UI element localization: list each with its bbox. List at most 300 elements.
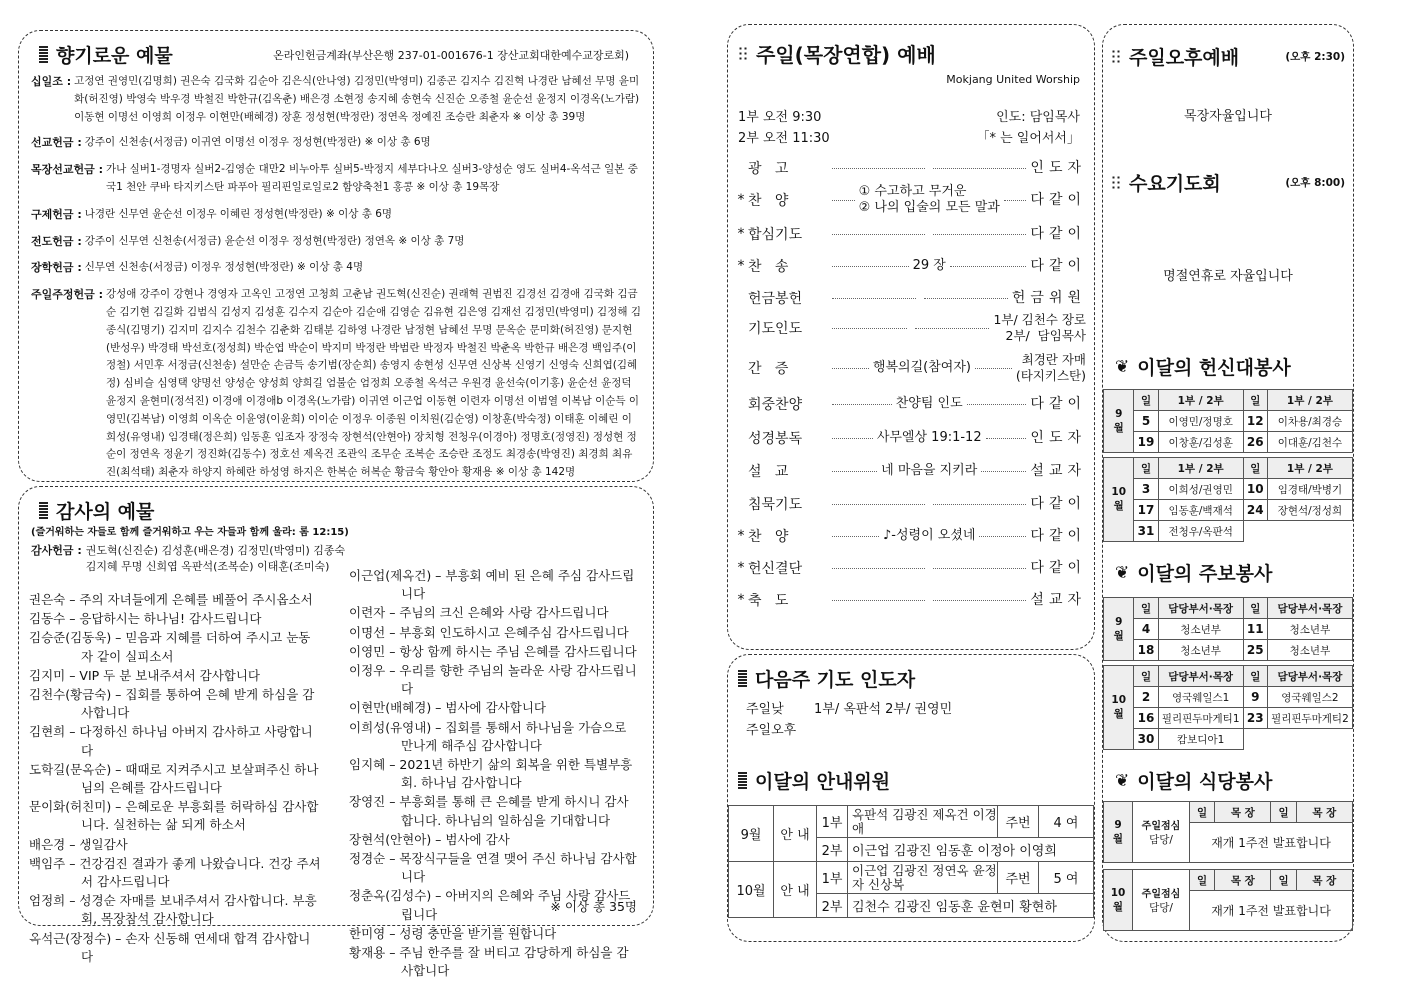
offering-item-text: 신무연 신천송(서정금) 이정우 정성현(박정란) ※ 이상 총 4명 xyxy=(84,261,364,274)
kitchen-header-cell: 목 장 xyxy=(1296,870,1352,891)
thanks-entry: 이명선 – 부흥회 인도하시고 은혜주심 감사드립니다 xyxy=(349,624,629,640)
order-middle xyxy=(828,298,1012,299)
order-dots xyxy=(1004,200,1027,201)
order-dots xyxy=(924,298,1008,299)
schedule-cell: 16 xyxy=(1134,708,1158,729)
schedule-cell: 캄보디아1 xyxy=(1158,729,1243,750)
schedule-header-row xyxy=(1104,598,1353,619)
thanks-entry: 정경순 – 목장식구들을 연결 맺어 주신 하나님 감사합니다 xyxy=(349,851,637,885)
order-name: 합심기도 xyxy=(748,227,803,243)
offering-item-text: 강주이 신천송(서정금) 이귀연 이명선 이정우 정성현(박정란) ※ 이상 총 6명 xyxy=(84,136,431,149)
order-name: 찬 양 xyxy=(748,193,789,209)
offering-item-text: 고정연 권영민(김명희) 권은숙 김국화 김순아 김은식(안나영) 김정민(박영미) 김종곤 김지수 김진혁 나경란 남혜선 무명 윤미화(허진영) 박영숙 박우경 박철진 박한규(김옥춘) 배은경 소현정 송지혜 송현숙 신진순 오종철 윤순선 윤정지 이경옥(노가람) 이동현 이명선 이영희 이정우 이현만(배혜경) 장훈 정성현(박정란) 정연옥 정예진 조승란 최춘자 ※ 이상 총 39명 xyxy=(74,75,640,123)
order-right: 다같이 xyxy=(1030,192,1086,208)
order-dots xyxy=(832,568,925,569)
order-name: 찬 송 xyxy=(748,259,789,275)
worship-title: 주일(목장연합) 예배 xyxy=(756,43,936,67)
schedule-cell: 이창훈/김성훈 xyxy=(1158,432,1243,453)
afternoon-time: (오후 2:30) xyxy=(1285,51,1345,63)
order-star: * xyxy=(737,560,745,576)
order-right: 다같이 xyxy=(1030,560,1086,576)
order-star: * xyxy=(737,226,745,242)
schedule-cell: 17 xyxy=(1134,500,1158,521)
order-dots xyxy=(832,471,877,472)
schedule-header-cell: 1부 / 2부 xyxy=(1267,458,1352,479)
kitchen-header-row xyxy=(1104,870,1353,891)
worship-leader: 인도: 담임목사 xyxy=(996,110,1080,125)
order-star: * xyxy=(737,528,745,544)
order-name: 간 증 xyxy=(748,361,789,377)
kitchen-category-sub: 담당/ xyxy=(1149,902,1173,914)
order-dots xyxy=(832,200,855,201)
order-row xyxy=(734,352,1086,383)
prayer-leaders-title: 다음주 기도 인도자 xyxy=(755,669,916,691)
schedule-month xyxy=(1104,390,1134,453)
schedule-header-row xyxy=(1104,458,1353,479)
thanks-entry: 김지미 – VIP 두 분 보내주셔서 감사합니다 xyxy=(29,667,260,683)
thanks-entry: 도학길(문옥순) – 때때로 지켜주시고 보살펴주신 하나님의 은혜를 감사드립니다 xyxy=(29,761,319,796)
order-content: ♪-성령이 오셨네 xyxy=(882,528,976,543)
offering-item-text: 가나 실버1-경명자 실버2-김영순 대만2 비누아투 실버5-박정지 세부다나오 실버3-양성순 영도 실버4-옥석근 일본 중국1 천안 쿠바 타지키스탄 파푸아 필리핀일로일로2 함양축천1 홍콩 ※ 이상 총 19목장 xyxy=(105,163,638,193)
section-dots-icon xyxy=(1111,175,1121,191)
schedule-month xyxy=(1104,598,1134,661)
schedule-month-number: 10 xyxy=(1111,694,1127,706)
schedule-row xyxy=(1104,619,1353,640)
schedule-month xyxy=(1104,458,1134,542)
schedule-cell: 장현석/정성희 xyxy=(1267,500,1352,521)
schedule-cell: 24 xyxy=(1243,500,1267,521)
schedule-header-cell: 일 xyxy=(1243,666,1267,687)
order-dots xyxy=(832,600,925,601)
kitchen-header-cell: 일 xyxy=(1271,802,1296,823)
order-right: 설교자 xyxy=(1030,592,1086,608)
bulletin-title: 이달의 주보봉사 xyxy=(1137,563,1273,585)
schedule-cell xyxy=(1243,521,1267,542)
order-name: 찬 양 xyxy=(748,529,789,545)
offering-item xyxy=(31,161,641,197)
schedule-header-cell: 1부 / 2부 xyxy=(1158,390,1243,411)
schedule-cell: 영국웨일스1 xyxy=(1158,687,1243,708)
order-dots xyxy=(832,168,925,169)
kitchen-header-cell: 일 xyxy=(1190,870,1215,891)
schedule-month-unit: 월 xyxy=(1113,708,1124,720)
thanks-verse: (즐거워하는 자들로 함께 즐거워하고 우는 자들과 함께 울라: 롬 12:15) xyxy=(31,527,349,538)
schedule-cell: 5 xyxy=(1134,411,1158,432)
schedule-cell xyxy=(1243,729,1267,750)
order-middle xyxy=(828,184,1030,216)
order-right: 1부/ 김천수 장로 2부/ 담임목사 xyxy=(993,312,1086,343)
guide-part: 2부 xyxy=(817,838,848,862)
offering-item-label: 장학헌금 : xyxy=(31,261,82,275)
schedule-cell: 11 xyxy=(1243,619,1267,640)
schedule-header-cell: 담당부서·목장 xyxy=(1267,598,1352,619)
section-dots-icon xyxy=(1111,49,1121,65)
guide-names: 이근업 김광진 임동훈 이정아 이영희 xyxy=(848,838,1094,862)
guide-role: 안 내 xyxy=(774,806,817,862)
schedule-cell: 영국웨일스2 xyxy=(1267,687,1352,708)
order-name: 헌신결단 xyxy=(748,561,803,577)
order-right: 다같이 xyxy=(1030,226,1086,242)
order-row xyxy=(734,523,1086,549)
kitchen-month-unit: 월 xyxy=(1112,832,1124,845)
offering-panel xyxy=(18,30,654,482)
sunday-value: 1부/ 옥판석 2부/ 권영민 xyxy=(814,702,953,717)
schedule-cell: 3 xyxy=(1134,479,1158,500)
schedule-header-cell: 일 xyxy=(1243,598,1267,619)
thanks-panel xyxy=(18,486,654,979)
guide-role: 안 내 xyxy=(774,862,817,918)
order-right: 인도자 xyxy=(1030,160,1086,176)
schedule-cell: 이차용/최경승 xyxy=(1267,411,1352,432)
kitchen-header-cell: 일 xyxy=(1271,870,1296,891)
thanks-title: 감사의 예물 xyxy=(56,501,155,523)
order-row xyxy=(734,155,1086,181)
schedule-cell: 필리핀두마게티2 xyxy=(1267,708,1352,729)
order-star: * xyxy=(737,592,745,608)
schedule-cell: 전청우/옥판석 xyxy=(1158,521,1243,542)
offering-item-text: 나경란 신무연 윤순선 이정우 이혜린 정성현(박정란) ※ 이상 총 6명 xyxy=(84,207,393,220)
order-dots xyxy=(832,234,925,235)
order-row xyxy=(734,184,1086,215)
kitchen-month xyxy=(1104,870,1133,931)
order-dots xyxy=(832,536,879,537)
schedule-header-cell: 1부 / 2부 xyxy=(1267,390,1352,411)
offering-item-text: 강성애 강주이 강현나 경영자 고옥인 고정연 고청희 고춘남 권도혁(신진순) 권래혁 권범진 김경선 김경애 김국화 김금순 김기현 김길화 김범식 김성지 김성훈 김수지 김순아 김순애 김영순 김유현 김은영 김재선 김정민(박영미) 김정해 김종식(김명기) 김지미 김지수 김천수 김춘화 김태분 김하영 나경란 남정현 남혜선 무명 문옥순 문미화(허진영) 문지현(반성우) 박경태 박선호(정성희) 박순엽 박순이 박지미 박정란 박범란 박정자 박철진 박춘옥 박한규 배은경 백임주(이정철) 서민후 서정금(신천송) 설만순 손금득 송기범(장순희) 송영지 송현성 신무연 신상복 신영기 신영숙 신희엽(김혜정) 심비슬 심영택 양명선 양성순 양성희 양희길 엄불순 엄정희 오종철 옥석근 우원경 윤선숙(이기홍) 윤순선 윤정덕 윤정지 윤현미(정석진) 이경애 이경애b 이경옥(노가람) 이귀연 이근업 이동현 이련자 이명선 이범열 이복남 이순득 이영민(김복남) 이영희 이옥순 이윤영(이윤희) 이이순 이정우 이종원 이치원(김순영) 이창훈(박숙정) 이태훈 이혜린 이희성(유영내) 임경태(정은희) 임동훈 임조자 장정숙 장현석(안현아) 장치형 전청우(이경아) 정명호(정영진) 정성현 정순이 정연옥 정윤기 정진화(김동수) 정호선 제옥건 조관익 조무순 조복순 조승란 조정도 최경송(박영진) 최경희 최유진(최석태) 최춘자 하양지 하혜란 하성영 하지은 한복순 허복순 황금숙 황안아 황재용 ※ 이상 총 142명 xyxy=(105,288,641,479)
schedule-header-cell: 일 xyxy=(1134,666,1158,687)
order-content: 행복의길(참여자) xyxy=(872,360,971,375)
wednesday-time: (오후 8:00) xyxy=(1285,177,1345,189)
order-middle xyxy=(828,234,1030,235)
offering-item-label: 십일조 : xyxy=(31,75,72,88)
schedule-month-unit: 월 xyxy=(1113,421,1124,434)
order-content: 찬양팀 인도 xyxy=(895,396,963,411)
thanks-entry: 엄정희 – 성경순 자매를 보내주셔서 감사합니다. 부흥회, 목장참석 감사합니다 xyxy=(29,893,317,927)
worship-panel xyxy=(727,24,1095,650)
kitchen-header-cell: 목 장 xyxy=(1215,870,1271,891)
schedule-row xyxy=(1104,479,1353,500)
thanks-entry: 김승준(김동욱) – 믿음과 지혜를 더하여 주시고 눈동자 같이 실피소서 xyxy=(29,630,311,664)
order-dots xyxy=(967,404,1027,405)
order-content: ① 수고하고 무거운 ② 나의 입술의 모든 말과 xyxy=(858,184,1000,215)
heart-icon: ❦ xyxy=(1115,356,1130,377)
thanks-entry: 김천수(황금숙) – 집회를 통하여 은혜 받게 하심을 감사합니다 xyxy=(29,687,315,721)
kitchen-note: 재개 1주전 발표합니다 xyxy=(1190,823,1353,863)
schedule-cell: 12 xyxy=(1243,411,1267,432)
order-middle xyxy=(828,528,1030,544)
order-row xyxy=(734,491,1086,517)
thanks-entry: 이현만(배혜경) – 범사에 감사합니다 xyxy=(349,700,546,716)
schedule-header-row xyxy=(1104,666,1353,687)
bulletin-tables xyxy=(1103,597,1353,750)
order-right: 인도자 xyxy=(1030,430,1086,446)
schedule-cell: 이대훈/김천수 xyxy=(1267,432,1352,453)
offering-item xyxy=(31,206,641,224)
order-name: 광 고 xyxy=(748,161,789,177)
schedule-header-cell: 일 xyxy=(1243,458,1267,479)
section-bullet-icon xyxy=(738,772,747,789)
schedule-cell: 19 xyxy=(1134,432,1158,453)
wednesday-body: 명절연휴로 자율입니다 xyxy=(1163,269,1293,284)
order-right: 설교자 xyxy=(1030,463,1086,479)
order-middle xyxy=(828,168,1030,169)
order-dots xyxy=(832,404,892,405)
guide-lead-value: 5 여 xyxy=(1039,862,1094,894)
schedule-row xyxy=(1104,432,1353,453)
schedule-cell: 23 xyxy=(1243,708,1267,729)
schedule-cell: 이영민/정명호 xyxy=(1158,411,1243,432)
schedule-cell: 25 xyxy=(1243,640,1267,661)
worship-subtitle: Mokjang United Worship xyxy=(946,73,1080,86)
order-star: * xyxy=(737,258,745,274)
schedule-header-cell: 일 xyxy=(1134,598,1158,619)
kitchen-header-cell: 목 장 xyxy=(1215,802,1271,823)
offering-item xyxy=(31,134,641,152)
order-row xyxy=(734,458,1086,484)
schedule-row xyxy=(1104,708,1353,729)
offering-item-label: 목장선교헌금 : xyxy=(31,163,103,177)
order-name: 침묵기도 xyxy=(748,497,803,513)
schedule-cell xyxy=(1267,729,1352,750)
order-name: 성경봉독 xyxy=(748,431,803,447)
order-dots xyxy=(915,328,990,329)
order-dots xyxy=(832,328,907,329)
thanks-entry: 배은경 – 생일감사 xyxy=(29,836,128,852)
thanks-offering xyxy=(31,543,351,575)
schedule-row xyxy=(1104,500,1353,521)
section-bullet-icon xyxy=(39,502,48,519)
order-right: 헌금위원 xyxy=(1011,290,1086,306)
guide-row xyxy=(729,806,1094,838)
thanks-total: ※ 이상 총 35명 xyxy=(550,899,637,914)
guide-month: 9월 xyxy=(729,806,774,862)
order-middle xyxy=(828,600,1030,601)
order-right: 다같이 xyxy=(1030,396,1086,412)
order-dots xyxy=(832,368,869,369)
order-row xyxy=(734,312,1086,343)
section-bullet-icon xyxy=(738,670,747,687)
order-name: 축 도 xyxy=(748,593,789,609)
sunday-label: 주일낮 xyxy=(746,702,784,717)
schedule-cell: 청소년부 xyxy=(1267,619,1352,640)
kitchen-category-label: 주일점심 xyxy=(1141,889,1181,900)
thanks-entry: 문이화(허친미) – 은혜로운 부흥회를 허락하심 감사합니다. 실천하는 삶 되게 하소서 xyxy=(29,799,319,833)
schedule-header-cell: 1부 / 2부 xyxy=(1158,458,1243,479)
kitchen-month xyxy=(1104,802,1133,863)
guide-part: 1부 xyxy=(817,862,848,894)
kitchen-category xyxy=(1133,802,1190,863)
guide-part: 2부 xyxy=(817,894,848,918)
offering-list xyxy=(31,73,641,491)
thanks-entry: 황재용 – 주님 한주를 잘 버티고 감당하게 하심을 감사합니다 xyxy=(349,945,629,979)
guide-part: 1부 xyxy=(817,806,848,838)
offering-title: 향기로운 예물 xyxy=(56,45,173,67)
afternoon-label: 주일오후 xyxy=(746,723,797,738)
worship-order xyxy=(734,155,1086,625)
schedule-cell xyxy=(1267,521,1352,542)
right-panel xyxy=(1102,24,1354,942)
schedule-cell: 청소년부 xyxy=(1158,619,1243,640)
schedule-month-number: 9 xyxy=(1115,615,1123,628)
order-name: 기도인도 xyxy=(748,321,803,337)
kitchen-category-sub: 담당/ xyxy=(1149,834,1173,846)
worship-stand-note: 「* 는 일어서서」 xyxy=(976,131,1080,146)
order-row xyxy=(734,253,1086,279)
order-content: 29 장 xyxy=(912,258,946,273)
thanks-offering-names: 권도혁(신진순) 김성훈(배은경) 김정민(박영미) 김종숙 김지혜 무명 신희엽 옥판석(조복순) 이태훈(조미숙) xyxy=(85,544,346,573)
schedule-header-cell: 일 xyxy=(1134,390,1158,411)
schedule-month-number: 10 xyxy=(1111,486,1127,498)
order-dots xyxy=(832,438,873,439)
schedule-month-number: 9 xyxy=(1115,407,1123,420)
worship-time-2: 2부 오전 11:30 xyxy=(738,131,830,146)
section-dots-icon xyxy=(738,46,748,62)
offering-item xyxy=(31,286,641,482)
worship-time-1: 1부 오전 9:30 xyxy=(738,110,822,125)
schedule-month-unit: 월 xyxy=(1113,629,1124,642)
order-middle xyxy=(828,463,1030,479)
order-name: 회중찬양 xyxy=(748,397,803,413)
schedule-table xyxy=(1103,597,1353,661)
kitchen-title: 이달의 식당봉사 xyxy=(1137,771,1273,793)
order-row xyxy=(734,285,1086,311)
schedule-cell: 26 xyxy=(1243,432,1267,453)
schedule-cell: 청소년부 xyxy=(1158,640,1243,661)
order-dots xyxy=(981,471,1026,472)
thanks-entry: 장현석(안현아) – 범사에 감사 xyxy=(349,831,510,847)
order-name: 설 교 xyxy=(748,464,789,480)
offering-item-label: 구제헌금 : xyxy=(31,207,82,221)
order-middle xyxy=(828,396,1030,412)
order-middle xyxy=(828,258,1030,274)
order-dots xyxy=(933,168,1026,169)
guide-lead: 주번 xyxy=(998,862,1039,894)
schedule-row xyxy=(1104,640,1353,661)
offering-item xyxy=(31,73,641,126)
schedule-header-cell: 일 xyxy=(1243,390,1267,411)
heart-icon: ❦ xyxy=(1115,770,1130,791)
kitchen-note: 재개 1주전 발표합니다 xyxy=(1190,891,1353,931)
order-content: 네 마음을 지키라 xyxy=(881,463,978,478)
guide-month: 10월 xyxy=(729,862,774,918)
thanks-entry: 한미영 – 성령 충만을 받기를 원합니다 xyxy=(349,925,557,941)
afternoon-body: 목장자율입니다 xyxy=(1184,109,1272,124)
order-content: 사무엘상 19:1-12 xyxy=(876,430,982,445)
guides-title: 이달의 안내위원 xyxy=(755,771,891,793)
order-dots xyxy=(933,234,1026,235)
guide-row xyxy=(729,862,1094,894)
afternoon-title: 주일오후예배 xyxy=(1129,47,1240,69)
kitchen-header-row xyxy=(1104,802,1353,823)
schedule-cell: 30 xyxy=(1134,729,1158,750)
thanks-entry: 이정우 – 우리를 향한 주님의 놀라운 사랑 감사드립니다 xyxy=(349,663,637,697)
guide-names: 김천수 김광진 임동훈 윤현미 황현하 xyxy=(848,894,1094,918)
kitchen-header-cell: 목 장 xyxy=(1296,802,1352,823)
order-dots xyxy=(933,504,1026,505)
schedule-cell: 청소년부 xyxy=(1267,640,1352,661)
kitchen-header-cell: 일 xyxy=(1190,802,1215,823)
order-dots xyxy=(950,266,1027,267)
thanks-left-column xyxy=(29,591,321,967)
schedule-row xyxy=(1104,687,1353,708)
kitchen-table xyxy=(1103,869,1353,931)
thanks-entry: 김현희 – 다정하신 하나님 아버지 감사하고 사랑합니다 xyxy=(29,724,313,758)
order-right: 최경란 자매 (타지키스탄) xyxy=(1015,352,1086,383)
schedule-header-row xyxy=(1104,390,1353,411)
schedule-cell: 2 xyxy=(1134,687,1158,708)
order-row xyxy=(734,391,1086,417)
kitchen-category-label: 주일점심 xyxy=(1141,821,1181,832)
schedule-table xyxy=(1103,665,1353,750)
schedule-cell: 18 xyxy=(1134,640,1158,661)
order-dots xyxy=(832,298,916,299)
schedule-month-unit: 월 xyxy=(1113,500,1124,512)
guide-lead: 주번 xyxy=(998,806,1039,838)
order-dots xyxy=(979,536,1026,537)
schedule-header-cell: 담당부서·목장 xyxy=(1158,598,1243,619)
offering-item-text: 강주이 신무연 신천송(서정금) 윤순선 이정우 정성현(박정란) 정연옥 ※ 이상 총 7명 xyxy=(84,234,465,247)
dedication-title: 이달의 헌신대봉사 xyxy=(1137,357,1291,379)
kitchen-category xyxy=(1133,870,1190,931)
schedule-cell: 4 xyxy=(1134,619,1158,640)
order-row xyxy=(734,555,1086,581)
kitchen-month-number: 10 xyxy=(1110,886,1126,899)
schedule-cell: 31 xyxy=(1134,521,1158,542)
order-name: 헌금봉헌 xyxy=(748,291,803,307)
schedule-month xyxy=(1104,666,1134,750)
offering-item-label: 주일주정헌금 : xyxy=(31,288,103,302)
offering-item xyxy=(31,259,641,277)
thanks-right-column xyxy=(349,567,639,981)
guide-lead-value: 4 여 xyxy=(1039,806,1094,838)
order-right: 다같이 xyxy=(1030,496,1086,512)
schedule-row xyxy=(1104,411,1353,432)
wednesday-title: 수요기도회 xyxy=(1129,173,1221,195)
schedule-row xyxy=(1104,729,1353,750)
heart-icon: ❦ xyxy=(1115,562,1130,583)
schedule-cell: 임동훈/백재석 xyxy=(1158,500,1243,521)
offering-item xyxy=(31,233,641,251)
thanks-entry: 이영민 – 항상 함께 하시는 주님 은혜를 감사드립니다 xyxy=(349,643,637,659)
kitchen-tables xyxy=(1103,801,1353,931)
schedule-cell: 9 xyxy=(1243,687,1267,708)
kitchen-table xyxy=(1103,801,1353,863)
order-row xyxy=(734,221,1086,247)
schedule-row xyxy=(1104,521,1353,542)
kitchen-month-number: 9 xyxy=(1114,818,1122,831)
order-middle xyxy=(828,504,1030,505)
order-dots xyxy=(975,368,1012,369)
schedule-cell: 필리핀두마게티1 xyxy=(1158,708,1243,729)
order-dots xyxy=(832,504,925,505)
thanks-entry: 이희성(유영내) – 집회를 통해서 하나님을 가슴으로 만나게 해주심 감사합니다 xyxy=(349,719,627,753)
order-dots xyxy=(986,438,1027,439)
thanks-offering-label: 감사헌금 : xyxy=(31,544,82,557)
schedule-header-cell: 담당부서·목장 xyxy=(1267,666,1352,687)
thanks-entry: 옥석근(장정수) – 손자 신동해 연세대 합격 감사합니다 xyxy=(29,930,311,964)
guide-names: 이근업 김광진 정연옥 윤정자 신상복 xyxy=(848,862,998,894)
offering-item-label: 선교헌금 : xyxy=(31,136,82,150)
schedule-cell: 10 xyxy=(1243,479,1267,500)
order-dots xyxy=(832,266,909,267)
thanks-entry: 정춘옥(김성수) – 아버지의 은혜와 주님 사랑 감사드립니다 xyxy=(349,888,631,922)
thanks-entry: 이련자 – 주님의 크신 은혜와 사랑 감사드립니다 xyxy=(349,605,609,621)
offering-account: 온라인헌금계좌(부산은행 237-01-001676-1 장산교회대한예수교장로회) xyxy=(273,48,629,62)
order-middle xyxy=(828,568,1030,569)
schedule-table xyxy=(1103,457,1353,542)
kitchen-month-unit: 월 xyxy=(1112,900,1124,913)
order-middle xyxy=(828,430,1030,446)
dedication-tables xyxy=(1103,389,1353,542)
